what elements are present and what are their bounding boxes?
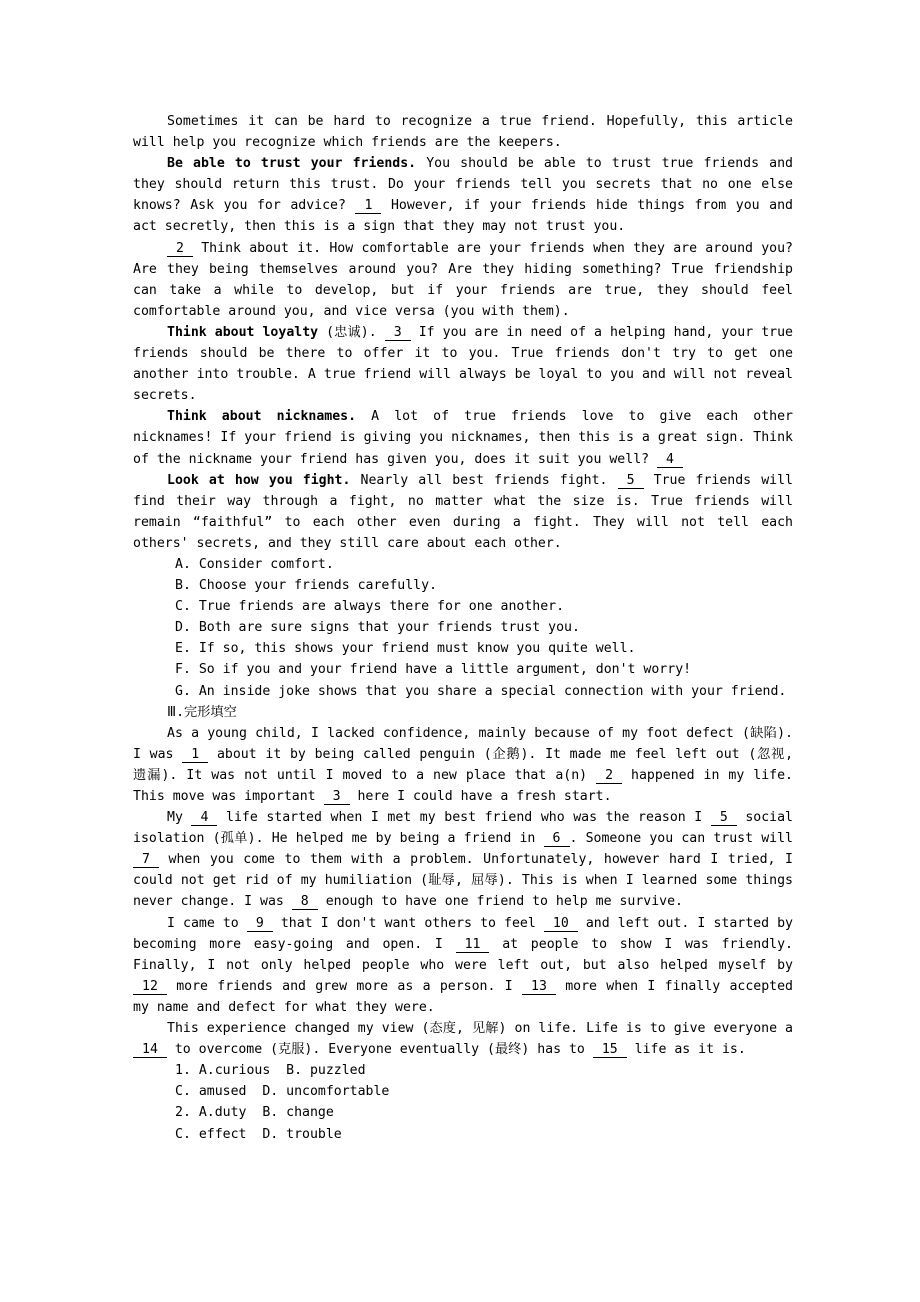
- loyalty-paragraph: [133, 322, 793, 406]
- blank-3: 3: [385, 325, 411, 341]
- cloze-section-heading: [133, 702, 793, 723]
- bold-text-run: Look at how you fight.: [167, 472, 351, 488]
- text-run: happened in my life. This move was important: [133, 767, 794, 804]
- text-run: A. Consider comfort.: [175, 556, 334, 572]
- blank-5: 5: [711, 810, 737, 826]
- text-run: G. An inside joke shows that you share a special connection with your friend.: [175, 683, 787, 699]
- option-g: [133, 681, 793, 702]
- option-d: [133, 617, 793, 638]
- blank-6: 6: [544, 831, 570, 847]
- document-content: [133, 111, 793, 1145]
- text-run: D. Both are sure signs that your friends trust you.: [175, 620, 580, 636]
- cloze-paragraph-4: [133, 1018, 793, 1060]
- answer-line-1: [133, 1060, 793, 1081]
- option-f: [133, 659, 793, 680]
- text-run: here I could have a fresh start.: [349, 789, 612, 804]
- text-run: This experience changed my view (态度, 见解) on life. Life is to give everyone a: [167, 1021, 793, 1037]
- text-run: life started when I met my best friend who was the reason I: [217, 810, 711, 826]
- answer-line-3: [133, 1102, 793, 1123]
- text-run: I came to: [167, 915, 247, 931]
- text-run: C. effect D. trouble: [175, 1126, 342, 1142]
- blank-1: 1: [182, 747, 208, 763]
- blank-5: 5: [618, 473, 644, 489]
- cloze-paragraph-3: [133, 913, 793, 1018]
- blank-1: 1: [355, 198, 381, 214]
- option-c: [133, 596, 793, 617]
- blank-8: 8: [292, 894, 318, 910]
- answer-line-4: [133, 1124, 793, 1145]
- bold-text-run: Be able to trust your friends.: [167, 156, 417, 172]
- text-run: more when I finally accepted my name and defect for what they were.: [133, 978, 793, 1015]
- text-run: C. amused D. uncomfortable: [175, 1084, 390, 1100]
- text-run: when you come to them with a problem. Unfortunately, however hard I tried, I could not get rid of my humiliation (耻辱, 屈辱). This is when I learned some things never change. I was: [133, 852, 793, 910]
- text-run: social isolation (孤单). He helped me by being a friend in: [133, 810, 793, 847]
- blank-4: 4: [657, 452, 683, 468]
- text-run: Sometimes it can be hard to recognize a true friend. Hopefully, this article will help you recognize which friends are the keepers.: [133, 114, 793, 151]
- text-run: F. So if you and your friend have a little argument, don't worry!: [175, 662, 692, 678]
- option-e: [133, 638, 793, 659]
- option-b: [133, 575, 793, 596]
- text-run: A lot of true friends love to give each other nicknames! If your friend is giving you nicknames, then this is a great sign. Think of the nickname your friend has given you, does it suit you well?: [133, 409, 793, 467]
- text-run: life as it is.: [626, 1042, 746, 1058]
- text-run: to overcome (克服). Everyone eventually (最终) has to: [166, 1042, 593, 1058]
- answer-line-2: [133, 1081, 793, 1102]
- text-run: C. True friends are always there for one another.: [175, 599, 565, 615]
- bold-text-run: Think about loyalty: [167, 324, 319, 340]
- text-run: . Someone you can trust will: [569, 831, 793, 847]
- text-run: and left out. I started by becoming more easy-going and open. I: [133, 915, 793, 952]
- text-run: (忠诚).: [318, 324, 385, 340]
- nicknames-paragraph: [133, 406, 793, 469]
- blank-15: 15: [593, 1042, 627, 1058]
- text-run: If you are in need of a helping hand, your true friends should be there to offer it to you. True friends don't try to get one another into trouble. A true friend will always be loyal to you and will not reveal secrets.: [133, 324, 793, 404]
- text-run: However, if your friends hide things from you and act secretly, then this is a sign that they may not trust you.: [133, 198, 793, 235]
- text-run: True friends will find their way through a fight, no matter what the size is. True friends will remain “faithful” to each other even during a fight. They will not tell each others' secrets, and they still care about each other.: [133, 472, 793, 551]
- cloze-paragraph-1: [133, 723, 793, 807]
- bold-text-run: Think about nicknames.: [167, 409, 357, 425]
- cloze-paragraph-2: [133, 807, 793, 912]
- text-run: My: [167, 810, 192, 826]
- blank-3: 3: [324, 789, 350, 805]
- text-run: E. If so, this shows your friend must know you quite well.: [175, 641, 636, 657]
- text-run: Ⅲ.完形填空: [167, 704, 237, 720]
- text-run: You should be able to trust true friends and they should return this trust. Do your friends tell you secrets that no one else knows? Ask you for advice?: [133, 156, 794, 214]
- blank-2: 2: [596, 768, 622, 784]
- text-run: 2. A.duty B. change: [175, 1105, 334, 1121]
- text-run: Think about it. How comfortable are your friends when they are around you? Are they being themselves around you? Are they hiding something? True friendship can take a while to develop, but if your friends are true, they should feel comfortable around you, and vice versa (you with them).: [133, 240, 793, 319]
- intro-paragraph: [133, 111, 793, 153]
- text-run: at people to show I was friendly. Finally, I not only helped people who were left out, but also helped myself by: [133, 936, 793, 973]
- text-run: that I don't want others to feel: [272, 915, 544, 931]
- text-run: As a young child, I lacked confidence, mainly because of my foot defect (缺陷). I was: [133, 725, 793, 762]
- fight-paragraph: [133, 470, 793, 554]
- blank-10: 10: [544, 916, 578, 932]
- text-run: B. Choose your friends carefully.: [175, 578, 438, 594]
- blank-12: 12: [133, 979, 167, 995]
- blank-7: 7: [133, 852, 159, 868]
- blank-4: 4: [191, 810, 217, 826]
- trust-friends-paragraph: [133, 153, 793, 237]
- text-run: more friends and grew more as a person. I: [166, 978, 522, 994]
- text-run: 1. A.curious B. puzzled: [175, 1063, 366, 1079]
- text-run: Nearly all best friends fight.: [350, 472, 618, 488]
- blank-9: 9: [247, 916, 273, 932]
- text-run: about it by being called penguin (企鹅). It made me feel left out (忽视, 遗漏). It was not until I moved to a new place that a(n): [133, 746, 794, 783]
- option-a: [133, 554, 793, 575]
- blank-14: 14: [133, 1042, 167, 1058]
- blank-2: 2: [167, 241, 193, 257]
- text-run: enough to have one friend to help me survive.: [317, 894, 683, 910]
- blank-13: 13: [522, 979, 556, 995]
- blank-11: 11: [456, 937, 490, 953]
- comfort-paragraph: [133, 238, 793, 322]
